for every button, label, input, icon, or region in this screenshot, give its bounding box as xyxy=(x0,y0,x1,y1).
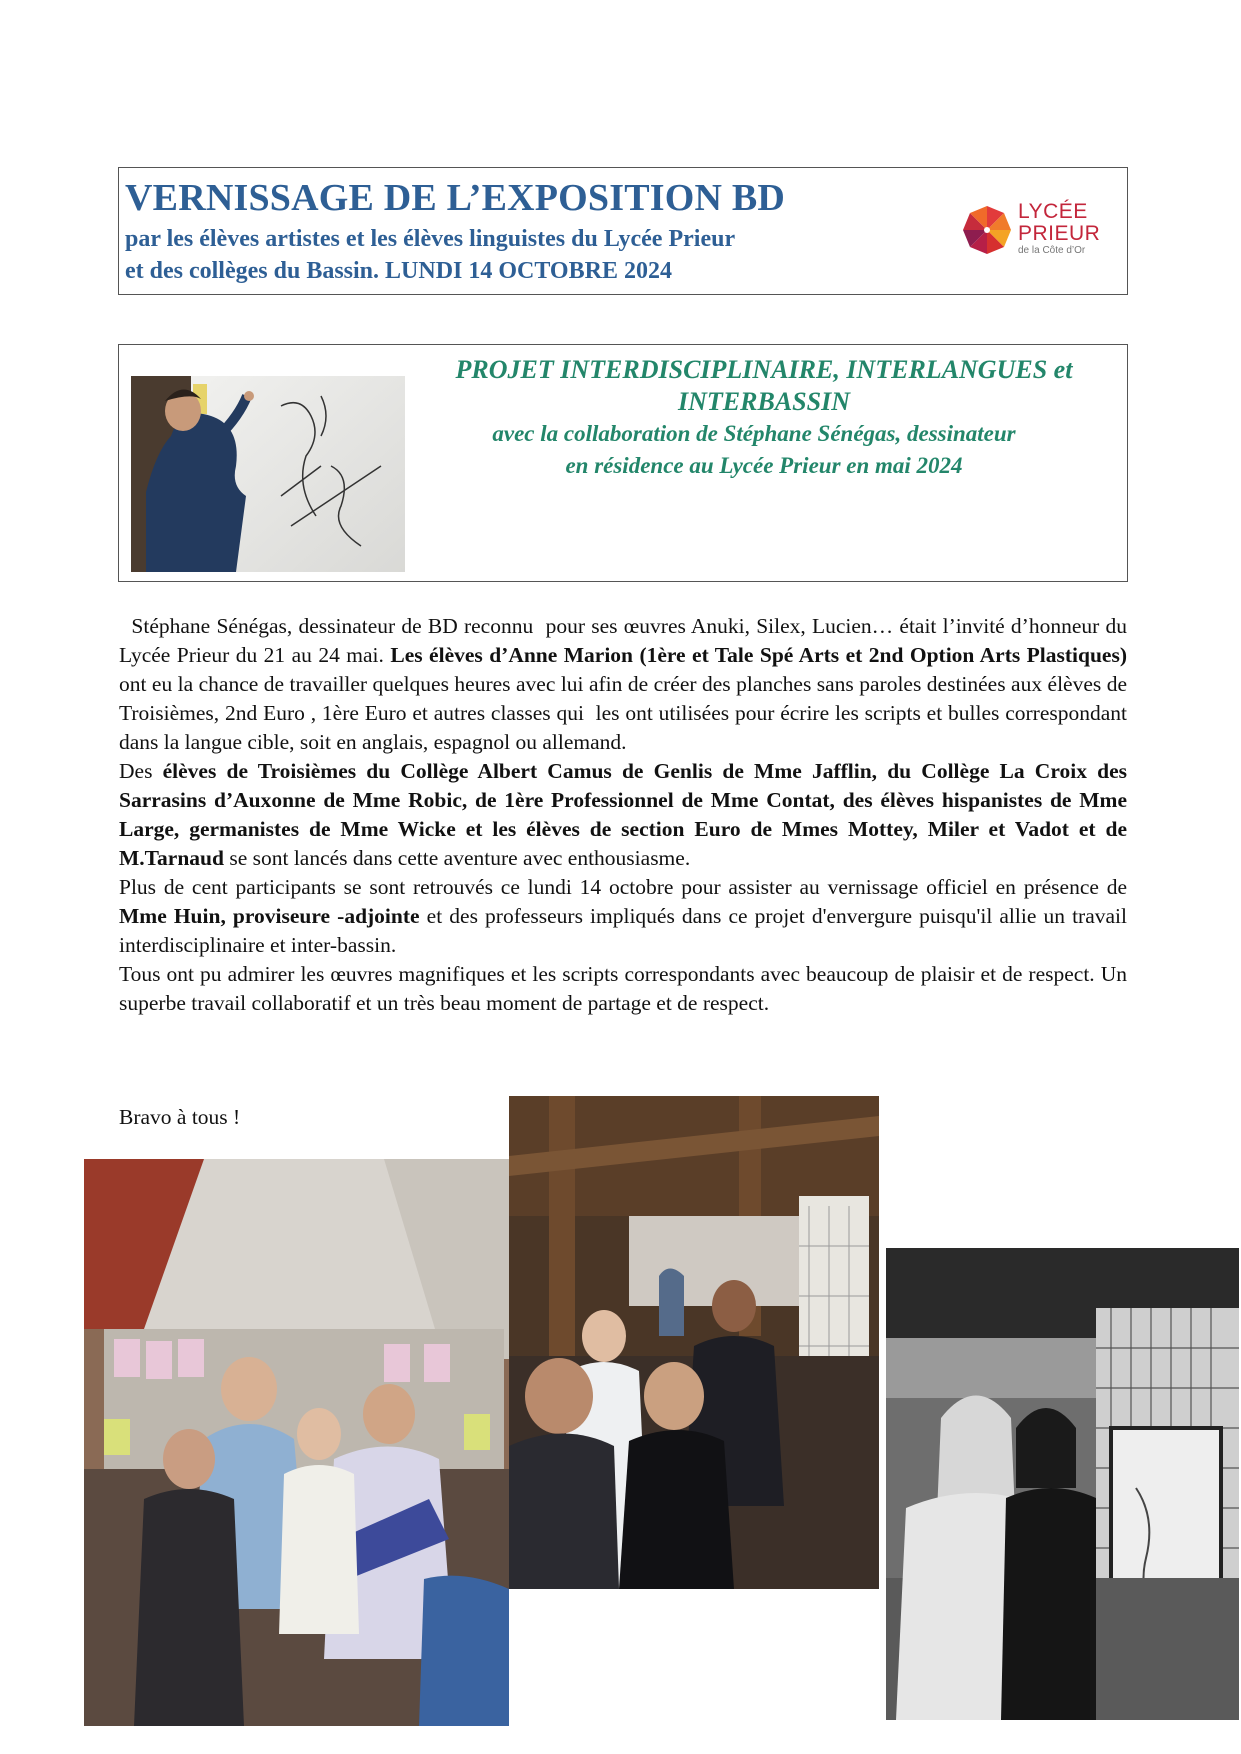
project-title-line-2: INTERBASSIN xyxy=(678,387,850,416)
paragraph-1-text-c: ont eu la chance de travailler quelques heures avec lui afin de créer des planches sans paroles destinées aux élèves de Troisièmes, 2nd Euro , 1ère Euro et autres classes qui les ont utilisées pour écrire les scripts et bulles correspondant dans la langue cible, soit en anglais, espagnol ou allemand. xyxy=(119,672,1127,754)
paragraph-3-bold: Mme Huin, proviseure -adjointe xyxy=(119,904,420,928)
paragraph-3-text-a: Plus de cent participants se sont retrouvés ce lundi 14 octobre pour assister au vernissage officiel en présence de xyxy=(119,875,1127,899)
subtitle-line-2: et des collèges du Bassin. LUNDI 14 OCTOBRE 2024 xyxy=(125,258,672,284)
artist-drawing-photo xyxy=(131,376,405,572)
logo-flower-icon xyxy=(961,204,1013,256)
project-title-line-1: PROJET INTERDISCIPLINAIRE, INTERLANGUES et xyxy=(455,355,1073,384)
subtitle-line-1: par les élèves artistes et les élèves linguistes du Lycée Prieur xyxy=(125,226,736,252)
paragraph-1-bold: Les élèves d’Anne Marion (1ère et Tale Spé Arts et 2nd Option Arts Plastiques) xyxy=(390,643,1128,667)
logo-word-lycee: LYCÉE xyxy=(1018,200,1088,223)
header-box xyxy=(118,167,1128,295)
paragraph-1-text-a: Stéphane Sénégas, dessinateur de BD reconnu pour ses œuvres Anuki, Silex, Lucien… était l’invité d’honneur du Lycée Prieur du 21 au 24 mai. xyxy=(119,614,1127,667)
project-subtitle-line-2: en résidence au Lycée Prieur en mai 2024 xyxy=(565,453,963,478)
exhibition-bw-photo xyxy=(886,1248,1239,1720)
article-body xyxy=(119,612,1127,1018)
exhibition-crowd-photo-1 xyxy=(84,1159,509,1726)
project-subtitle-line-1: avec la collaboration de Stéphane Sénégas, dessinateur xyxy=(492,421,1016,446)
logo-word-prieur: PRIEUR xyxy=(1018,222,1101,245)
logo-tagline: de la Côte d’Or xyxy=(1018,245,1086,256)
lycee-prieur-logo xyxy=(961,190,1111,276)
paragraph-3 xyxy=(119,873,1127,960)
paragraph-2-text-a: Des xyxy=(119,759,163,783)
paragraph-4: Tous ont pu admirer les œuvres magnifiques et les scripts correspondants avec beaucoup de plaisir et de respect. Un superbe travail collaboratif et un très beau moment de partage et de respect. xyxy=(119,962,1127,1015)
closing-line: Bravo à tous ! xyxy=(119,1105,241,1129)
paragraph-2-text-c: se sont lancés dans cette aventure avec enthousiasme. xyxy=(223,846,691,870)
paragraph-2 xyxy=(119,757,1127,873)
project-box xyxy=(118,344,1128,582)
page-title: VERNISSAGE DE L’EXPOSITION BD xyxy=(125,177,786,219)
paragraph-2-bold: élèves de Troisièmes du Collège Albert Camus de Genlis de Mme Jafflin, du Collège La Croix des Sarrasins d’Auxonne de Mme Robic, de 1ère Professionnel de Mme Contat, des élèves hispanistes de Mme Large, germanistes de Mme Wicke et les élèves de section Euro de Mmes Mottey, Miler et Vadot et de M.Tarnaud xyxy=(119,759,1127,870)
paragraph-3-text-c: et des professeurs impliqués dans ce projet d'envergure puisqu'il allie un travail interdisciplinaire et inter-bassin. xyxy=(119,904,1127,957)
exhibition-crowd-photo-2 xyxy=(509,1096,879,1589)
paragraph-1 xyxy=(119,612,1127,757)
